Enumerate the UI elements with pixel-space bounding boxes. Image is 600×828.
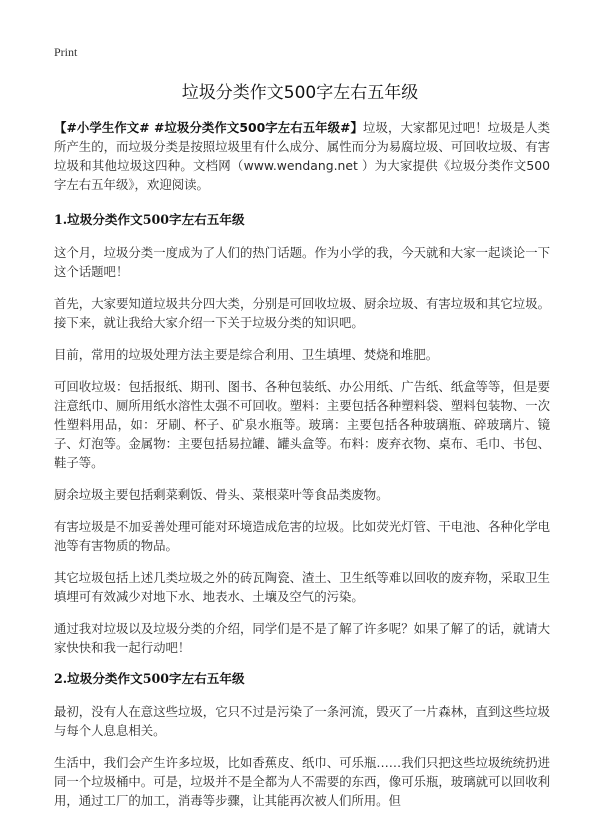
section-2-paragraph-1: 最初，没有人在意这些垃圾，它只不过是污染了一条河流，毁灭了一片森林，直到这些垃圾与每个人息息相关。	[54, 704, 550, 738]
page-title: 垃圾分类作文500字左右五年级	[181, 83, 419, 103]
section-1-paragraph-6: 有害垃圾是不加妥善处理可能对环境造成危害的垃圾。比如荧光灯管、干电池、各种化学电池等有害物质的物品。	[54, 519, 550, 553]
section-1-paragraph-4: 可回收垃圾：包括报纸、期刊、图书、各种包装纸、办公用纸、广告纸、纸盒等等，但是要注意纸巾、厕所用纸水溶性太强不可回收。塑料：主要包括各种塑料袋、塑料包装物、一次性塑料用品，如：牙刷、杯子、矿泉水瓶等。玻璃：主要包括各种玻璃瓶、碎玻璃片、镜子、灯泡等。金属物：主要包括易拉罐、罐头盒等。布料：废弃衣物、桌布、毛巾、书包、鞋子等。	[54, 379, 550, 470]
section-heading-1: 1.垃圾分类作文500字左右五年级	[54, 212, 245, 227]
section-1-paragraph-2: 首先，大家要知道垃圾共分四大类，分别是可回收垃圾、厨余垃圾、有害垃圾和其它垃圾。接下来，就让我给大家介绍一下关于垃圾分类的知识吧。	[54, 296, 550, 330]
section-heading-2: 2.垃圾分类作文500字左右五年级	[54, 671, 245, 686]
intro-text: 垃圾，大家都见过吧！垃圾是人类所产生的，而垃圾分类是按照垃圾里有什么成分、属性而分为易腐垃圾、可回收垃圾、有害垃圾和其他垃圾这四种。文档网（www.wendang.net ）为大家提供《垃圾分类作文500字左右五年级》，欢迎阅读。	[54, 120, 550, 192]
print-link[interactable]: Print	[54, 45, 78, 59]
section-1-paragraph-5: 厨余垃圾主要包括剩菜剩饭、骨头、菜根菜叶等食品类废物。	[54, 487, 389, 502]
section-1-paragraph-1: 这个月，垃圾分类一度成为了人们的热门话题。作为小学的我，今天就和大家一起谈论一下这个话题吧！	[54, 245, 550, 279]
intro-paragraph	[54, 118, 550, 194]
article-body	[54, 118, 550, 823]
intro-tag: 【#小学生作文# #垃圾分类作文500字左右五年级#】	[54, 120, 364, 135]
section-1-paragraph-7: 其它垃圾包括上述几类垃圾之外的砖瓦陶瓷、渣土、卫生纸等难以回收的废弃物，采取卫生填埋可有效减少对地下水、地表水、土壤及空气的污染。	[54, 570, 550, 604]
section-1-paragraph-8: 通过我对垃圾以及垃圾分类的介绍，同学们是不是了解了许多呢？如果了解了的话，就请大家快快和我一起行动吧！	[54, 621, 550, 655]
section-2-paragraph-2: 生活中，我们会产生许多垃圾，比如香蕉皮、纸巾、可乐瓶……我们只把这些垃圾统统扔进同一个垃圾桶中。可是，垃圾并不是全都为人不需要的东西，像可乐瓶，玻璃就可以回收利用，通过工厂的加工，消毒等步骤，让其能再次被人们所用。但	[54, 755, 550, 808]
section-1-paragraph-3: 目前，常用的垃圾处理方法主要是综合利用、卫生填埋、焚烧和堆肥。	[54, 347, 439, 362]
